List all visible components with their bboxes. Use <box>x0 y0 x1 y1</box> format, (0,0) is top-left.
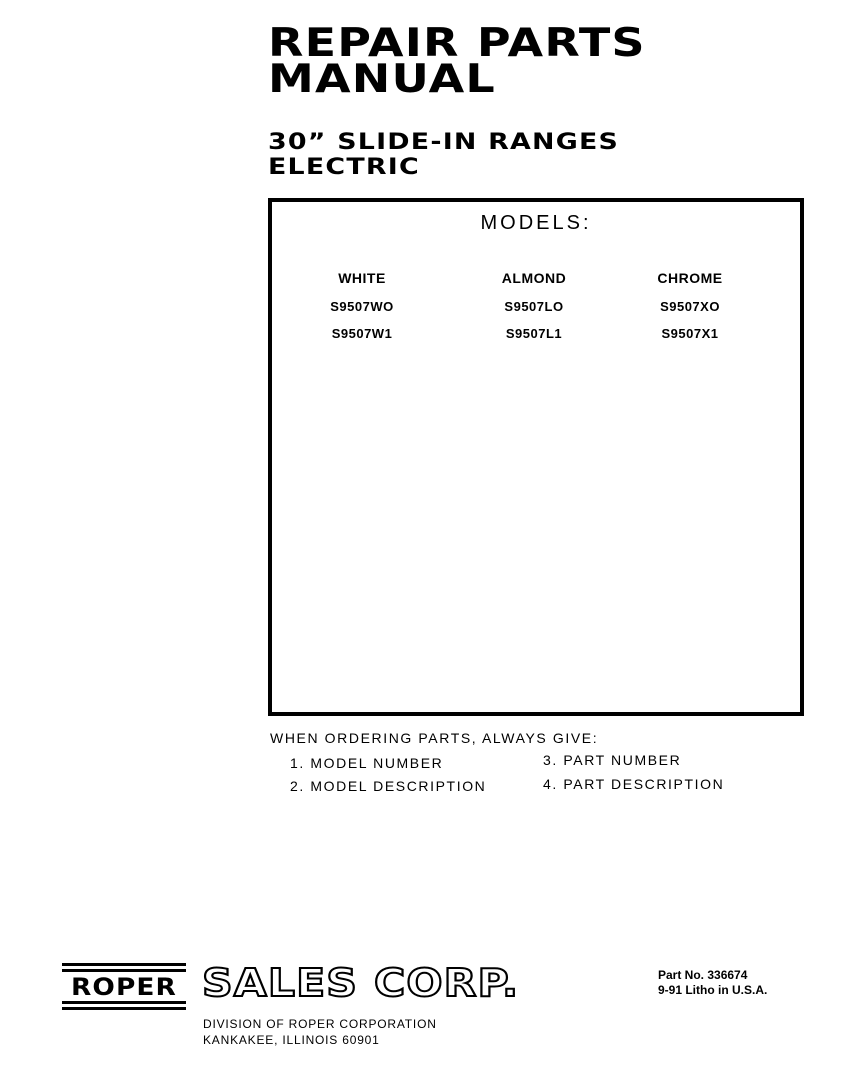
address-line: KANKAKEE, ILLINOIS 60901 <box>203 1033 380 1047</box>
logo-bar <box>62 963 186 966</box>
model-column-white <box>292 270 432 353</box>
title-line-2: MANUAL <box>268 57 496 102</box>
print-info: 9-91 Litho in U.S.A. <box>658 983 768 997</box>
subtitle-line-1: 30” SLIDE-IN RANGES <box>268 130 620 155</box>
column-heading: ALMOND <box>501 270 567 286</box>
logo-bar <box>62 1001 186 1004</box>
ordering-item: 1. MODEL NUMBER <box>290 755 444 771</box>
model-column-almond <box>464 270 604 353</box>
model-number: S9507W1 <box>331 326 393 341</box>
logo-bar <box>62 1007 186 1010</box>
roper-logo-text: ROPER <box>70 973 177 1001</box>
model-number: S9507XO <box>660 299 720 314</box>
ordering-item: 3. PART NUMBER <box>543 752 682 768</box>
sales-corp-logo: SALES CORP. <box>202 961 520 1005</box>
division-line: DIVISION OF ROPER CORPORATION <box>203 1017 437 1031</box>
subtitle-line-2: ELECTRIC <box>268 155 420 180</box>
model-column-chrome <box>620 270 760 353</box>
part-number: Part No. 336674 <box>658 968 748 982</box>
manual-title <box>268 21 646 102</box>
model-number: S9507L1 <box>505 326 563 341</box>
column-heading: WHITE <box>338 270 386 286</box>
roper-logo <box>62 963 186 1009</box>
column-heading: CHROME <box>657 270 723 286</box>
model-number: S9507WO <box>330 299 394 314</box>
part-info <box>658 968 767 998</box>
logo-bar <box>62 969 186 972</box>
title-line-1: REPAIR PARTS <box>268 21 646 66</box>
ordering-item: 2. MODEL DESCRIPTION <box>290 778 487 794</box>
division-address <box>203 1016 437 1048</box>
ordering-item: 4. PART DESCRIPTION <box>543 776 725 792</box>
models-heading: MODELS: <box>480 212 592 234</box>
ordering-instructions: WHEN ORDERING PARTS, ALWAYS GIVE: <box>270 730 599 746</box>
models-box <box>268 198 804 716</box>
model-number: S9507LO <box>504 299 564 314</box>
manual-subtitle <box>268 130 619 180</box>
model-number: S9507X1 <box>661 326 719 341</box>
